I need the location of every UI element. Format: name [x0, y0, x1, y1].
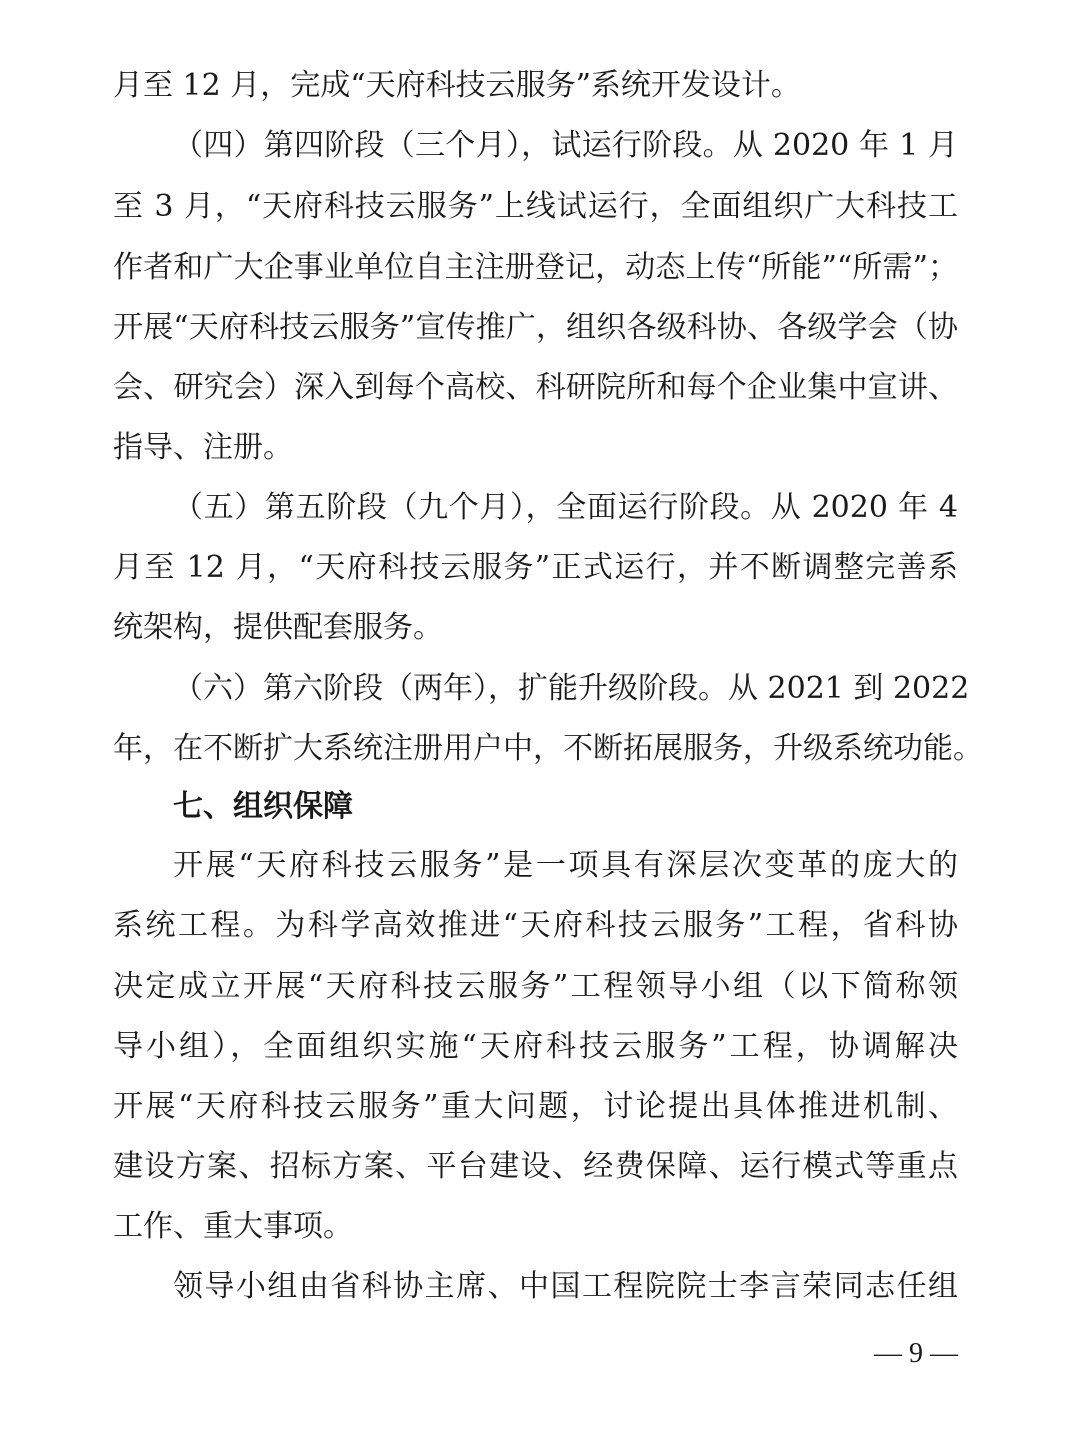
body-line: 工作、重大事项。	[113, 1209, 353, 1244]
paragraph-first-line: （五）第五阶段（九个月），全面运行阶段。从 2020 年 4	[173, 490, 958, 525]
body-line: 统架构，提供配套服务。	[113, 610, 443, 645]
paragraph-first-line: （四）第四阶段（三个月），试运行阶段。从 2020 年 1 月	[173, 128, 958, 163]
body-line: 开展“天府科技云服务”重大问题，讨论提出具体推进机制、	[113, 1089, 958, 1124]
body-line: 建设方案、招标方案、平台建设、经费保障、运行模式等重点	[113, 1149, 958, 1184]
body-line: 决定成立开展“天府科技云服务”工程领导小组（以下简称领	[113, 969, 958, 1004]
body-line: 月至 12 月，完成“天府科技云服务”系统开发设计。	[113, 68, 801, 103]
body-line: 指导、注册。	[113, 430, 293, 465]
body-line: 年，在不断扩大系统注册用户中，不断拓展服务，升级系统功能。	[113, 731, 983, 766]
body-line: 至 3 月，“天府科技云服务”上线试运行，全面组织广大科技工	[113, 189, 958, 224]
section-heading: 七、组织保障	[173, 789, 353, 824]
paragraph-first-line: 领导小组由省科协主席、中国工程院院士李言荣同志任组	[173, 1269, 958, 1304]
page-number: — 9 —	[874, 1338, 958, 1369]
body-line: 会、研究会）深入到每个高校、科研院所和每个企业集中宣讲、	[113, 370, 958, 405]
body-line: 导小组），全面组织实施“天府科技云服务”工程，协调解决	[113, 1029, 958, 1064]
paragraph-first-line: （六）第六阶段（两年），扩能升级阶段。从 2021 到 2022	[173, 671, 970, 706]
body-line: 作者和广大企事业单位自主注册登记，动态上传“所能”“所需”；	[113, 250, 958, 285]
body-line: 月至 12 月，“天府科技云服务”正式运行，并不断调整完善系	[113, 550, 958, 585]
body-line: 系统工程。为科学高效推进“天府科技云服务”工程，省科协	[113, 908, 958, 943]
paragraph-first-line: 开展“天府科技云服务”是一项具有深层次变革的庞大的	[173, 848, 958, 883]
body-line: 开展“天府科技云服务”宣传推广，组织各级科协、各级学会（协	[113, 310, 958, 345]
